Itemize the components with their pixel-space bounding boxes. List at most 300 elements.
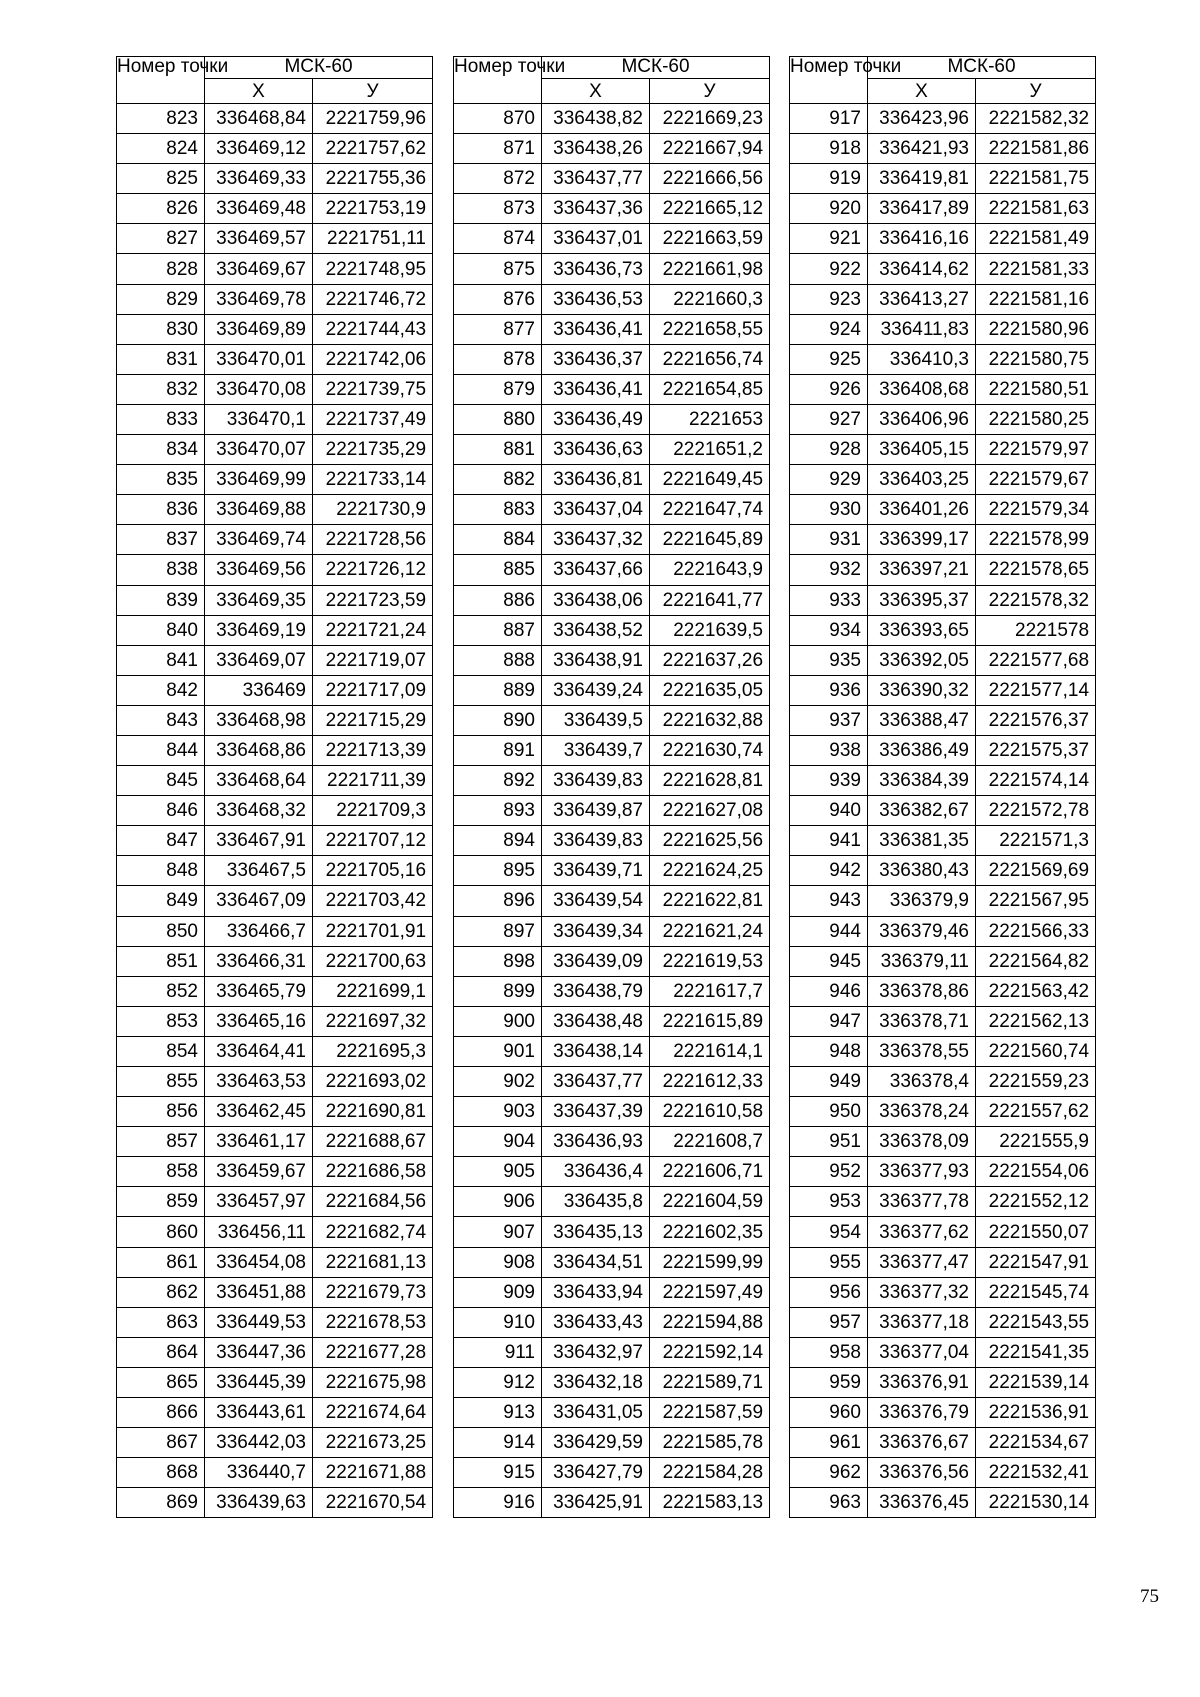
x-coordinate-cell: 336468,98 bbox=[205, 705, 313, 735]
y-coordinate-cell: 2221530,14 bbox=[976, 1488, 1096, 1518]
y-coordinate-cell: 2221615,89 bbox=[650, 1006, 770, 1036]
y-coordinate-cell: 2221619,53 bbox=[650, 946, 770, 976]
x-coordinate-cell: 336442,03 bbox=[205, 1428, 313, 1458]
y-coordinate-cell: 2221579,67 bbox=[976, 465, 1096, 495]
table-row bbox=[117, 1307, 433, 1337]
x-coordinate-cell: 336438,79 bbox=[542, 976, 650, 1006]
y-coordinate-cell: 2221695,3 bbox=[313, 1036, 433, 1066]
x-coordinate-cell: 336406,96 bbox=[868, 404, 976, 434]
y-coordinate-cell: 2221536,91 bbox=[976, 1398, 1096, 1428]
table-row bbox=[117, 344, 433, 374]
point-number-cell: 950 bbox=[790, 1097, 868, 1127]
table-row bbox=[454, 344, 770, 374]
page-number: 75 bbox=[1140, 1586, 1159, 1607]
point-number-cell: 928 bbox=[790, 435, 868, 465]
x-coordinate-cell: 336392,05 bbox=[868, 645, 976, 675]
point-number-cell: 945 bbox=[790, 946, 868, 976]
point-number-cell: 948 bbox=[790, 1036, 868, 1066]
y-coordinate-cell: 2221684,56 bbox=[313, 1187, 433, 1217]
y-coordinate-cell: 2221541,35 bbox=[976, 1337, 1096, 1367]
coordinate-table-2 bbox=[453, 56, 770, 1518]
x-coordinate-cell: 336379,11 bbox=[868, 946, 976, 976]
y-coordinate-cell: 2221557,62 bbox=[976, 1097, 1096, 1127]
table-row bbox=[790, 1428, 1096, 1458]
table-row bbox=[454, 1488, 770, 1518]
table-row bbox=[117, 615, 433, 645]
x-coordinate-cell: 336410,3 bbox=[868, 344, 976, 374]
point-number-cell: 894 bbox=[454, 826, 542, 856]
x-coordinate-cell: 336376,45 bbox=[868, 1488, 976, 1518]
x-coordinate-cell: 336461,17 bbox=[205, 1127, 313, 1157]
point-number-cell: 941 bbox=[790, 826, 868, 856]
point-number-cell: 879 bbox=[454, 374, 542, 404]
y-coordinate-cell: 2221628,81 bbox=[650, 766, 770, 796]
x-coordinate-cell: 336380,43 bbox=[868, 856, 976, 886]
x-coordinate-cell: 336377,47 bbox=[868, 1247, 976, 1277]
y-coordinate-cell: 2221608,7 bbox=[650, 1127, 770, 1157]
x-coordinate-cell: 336469,89 bbox=[205, 314, 313, 344]
table-row bbox=[790, 1036, 1096, 1066]
point-number-cell: 862 bbox=[117, 1277, 205, 1307]
table-row bbox=[454, 525, 770, 555]
x-coordinate-cell: 336437,32 bbox=[542, 525, 650, 555]
x-coordinate-cell: 336469,67 bbox=[205, 254, 313, 284]
x-coordinate-cell: 336462,45 bbox=[205, 1097, 313, 1127]
table-row bbox=[790, 1127, 1096, 1157]
table-row bbox=[117, 1247, 433, 1277]
point-number-cell: 857 bbox=[117, 1127, 205, 1157]
table-row bbox=[790, 1398, 1096, 1428]
point-number-cell: 874 bbox=[454, 224, 542, 254]
x-coordinate-cell: 336437,04 bbox=[542, 495, 650, 525]
point-number-cell: 910 bbox=[454, 1307, 542, 1337]
point-number-cell: 852 bbox=[117, 976, 205, 1006]
x-coordinate-cell: 336469,57 bbox=[205, 224, 313, 254]
point-number-cell: 888 bbox=[454, 645, 542, 675]
header-point-number: Номер точки bbox=[117, 57, 205, 104]
y-coordinate-cell: 2221641,77 bbox=[650, 585, 770, 615]
x-coordinate-cell: 336467,09 bbox=[205, 886, 313, 916]
y-coordinate-cell: 2221587,59 bbox=[650, 1398, 770, 1428]
table-row bbox=[454, 1097, 770, 1127]
y-coordinate-cell: 2221665,12 bbox=[650, 194, 770, 224]
x-coordinate-cell: 336376,56 bbox=[868, 1458, 976, 1488]
x-coordinate-cell: 336437,66 bbox=[542, 555, 650, 585]
y-coordinate-cell: 2221555,9 bbox=[976, 1127, 1096, 1157]
x-coordinate-cell: 336469,99 bbox=[205, 465, 313, 495]
y-coordinate-cell: 2221584,28 bbox=[650, 1458, 770, 1488]
x-coordinate-cell: 336427,79 bbox=[542, 1458, 650, 1488]
y-coordinate-cell: 2221737,49 bbox=[313, 404, 433, 434]
y-coordinate-cell: 2221547,91 bbox=[976, 1247, 1096, 1277]
point-number-cell: 931 bbox=[790, 525, 868, 555]
table-row bbox=[790, 1067, 1096, 1097]
point-number-cell: 922 bbox=[790, 254, 868, 284]
table-row bbox=[790, 976, 1096, 1006]
point-number-cell: 835 bbox=[117, 465, 205, 495]
y-coordinate-cell: 2221575,37 bbox=[976, 735, 1096, 765]
x-coordinate-cell: 336379,9 bbox=[868, 886, 976, 916]
table-row bbox=[117, 585, 433, 615]
x-coordinate-cell: 336439,63 bbox=[205, 1488, 313, 1518]
y-coordinate-cell: 2221574,14 bbox=[976, 766, 1096, 796]
x-coordinate-cell: 336436,63 bbox=[542, 435, 650, 465]
x-coordinate-cell: 336469,12 bbox=[205, 134, 313, 164]
point-number-cell: 872 bbox=[454, 164, 542, 194]
point-number-cell: 853 bbox=[117, 1006, 205, 1036]
y-coordinate-cell: 2221554,06 bbox=[976, 1157, 1096, 1187]
table-row bbox=[454, 1036, 770, 1066]
point-number-cell: 936 bbox=[790, 675, 868, 705]
y-coordinate-cell: 2221622,81 bbox=[650, 886, 770, 916]
point-number-cell: 955 bbox=[790, 1247, 868, 1277]
x-coordinate-cell: 336465,16 bbox=[205, 1006, 313, 1036]
point-number-cell: 924 bbox=[790, 314, 868, 344]
table-row bbox=[454, 856, 770, 886]
table-row bbox=[454, 976, 770, 1006]
x-coordinate-cell: 336386,49 bbox=[868, 735, 976, 765]
y-coordinate-cell: 2221690,81 bbox=[313, 1097, 433, 1127]
x-coordinate-cell: 336438,48 bbox=[542, 1006, 650, 1036]
point-number-cell: 947 bbox=[790, 1006, 868, 1036]
x-coordinate-cell: 336395,37 bbox=[868, 585, 976, 615]
point-number-cell: 882 bbox=[454, 465, 542, 495]
x-coordinate-cell: 336469,33 bbox=[205, 164, 313, 194]
table-row bbox=[117, 826, 433, 856]
table-row bbox=[790, 1277, 1096, 1307]
x-coordinate-cell: 336431,05 bbox=[542, 1398, 650, 1428]
y-coordinate-cell: 2221572,78 bbox=[976, 796, 1096, 826]
point-number-cell: 903 bbox=[454, 1097, 542, 1127]
table-row bbox=[790, 224, 1096, 254]
x-coordinate-cell: 336377,62 bbox=[868, 1217, 976, 1247]
table-row bbox=[454, 585, 770, 615]
table-row bbox=[790, 856, 1096, 886]
table-row bbox=[790, 615, 1096, 645]
table-row bbox=[117, 164, 433, 194]
y-coordinate-cell: 2221578,65 bbox=[976, 555, 1096, 585]
x-coordinate-cell: 336469,48 bbox=[205, 194, 313, 224]
y-coordinate-cell: 2221728,56 bbox=[313, 525, 433, 555]
x-coordinate-cell: 336439,87 bbox=[542, 796, 650, 826]
point-number-cell: 865 bbox=[117, 1367, 205, 1397]
x-coordinate-cell: 336439,5 bbox=[542, 705, 650, 735]
y-coordinate-cell: 2221559,23 bbox=[976, 1067, 1096, 1097]
y-coordinate-cell: 2221594,88 bbox=[650, 1307, 770, 1337]
y-coordinate-cell: 2221647,74 bbox=[650, 495, 770, 525]
table-row bbox=[117, 735, 433, 765]
table-row bbox=[790, 735, 1096, 765]
x-coordinate-cell: 336437,39 bbox=[542, 1097, 650, 1127]
table-row bbox=[790, 826, 1096, 856]
x-coordinate-cell: 336439,09 bbox=[542, 946, 650, 976]
x-coordinate-cell: 336436,41 bbox=[542, 374, 650, 404]
y-coordinate-cell: 2221667,94 bbox=[650, 134, 770, 164]
y-coordinate-cell: 2221723,59 bbox=[313, 585, 433, 615]
x-coordinate-cell: 336378,86 bbox=[868, 976, 976, 1006]
y-coordinate-cell: 2221543,55 bbox=[976, 1307, 1096, 1337]
y-coordinate-cell: 2221688,67 bbox=[313, 1127, 433, 1157]
x-coordinate-cell: 336384,39 bbox=[868, 766, 976, 796]
x-coordinate-cell: 336413,27 bbox=[868, 284, 976, 314]
point-number-cell: 927 bbox=[790, 404, 868, 434]
x-coordinate-cell: 336469,88 bbox=[205, 495, 313, 525]
y-coordinate-cell: 2221562,13 bbox=[976, 1006, 1096, 1036]
x-coordinate-cell: 336436,49 bbox=[542, 404, 650, 434]
point-number-cell: 956 bbox=[790, 1277, 868, 1307]
x-coordinate-cell: 336439,71 bbox=[542, 856, 650, 886]
table-row bbox=[454, 1217, 770, 1247]
point-number-cell: 823 bbox=[117, 104, 205, 134]
table-row bbox=[117, 284, 433, 314]
table-row bbox=[454, 495, 770, 525]
point-number-cell: 876 bbox=[454, 284, 542, 314]
point-number-cell: 829 bbox=[117, 284, 205, 314]
table-row bbox=[454, 826, 770, 856]
point-number-cell: 925 bbox=[790, 344, 868, 374]
y-coordinate-cell: 2221755,36 bbox=[313, 164, 433, 194]
y-coordinate-cell: 2221582,32 bbox=[976, 104, 1096, 134]
y-coordinate-cell: 2221552,12 bbox=[976, 1187, 1096, 1217]
point-number-cell: 841 bbox=[117, 645, 205, 675]
point-number-cell: 878 bbox=[454, 344, 542, 374]
y-coordinate-cell: 2221658,55 bbox=[650, 314, 770, 344]
table-row bbox=[454, 284, 770, 314]
point-number-cell: 926 bbox=[790, 374, 868, 404]
table-row bbox=[790, 1367, 1096, 1397]
x-coordinate-cell: 336469,56 bbox=[205, 555, 313, 585]
point-number-cell: 838 bbox=[117, 555, 205, 585]
x-coordinate-cell: 336438,91 bbox=[542, 645, 650, 675]
y-coordinate-cell: 2221748,95 bbox=[313, 254, 433, 284]
x-coordinate-cell: 336465,79 bbox=[205, 976, 313, 1006]
point-number-cell: 919 bbox=[790, 164, 868, 194]
table-row bbox=[790, 1157, 1096, 1187]
x-coordinate-cell: 336378,24 bbox=[868, 1097, 976, 1127]
header-point-number: Номер точки bbox=[790, 57, 868, 104]
y-coordinate-cell: 2221759,96 bbox=[313, 104, 433, 134]
x-coordinate-cell: 336449,53 bbox=[205, 1307, 313, 1337]
table-row bbox=[454, 1337, 770, 1367]
table-row bbox=[454, 796, 770, 826]
table-row bbox=[117, 1157, 433, 1187]
table-row bbox=[117, 1458, 433, 1488]
point-number-cell: 861 bbox=[117, 1247, 205, 1277]
x-coordinate-cell: 336434,51 bbox=[542, 1247, 650, 1277]
table-row bbox=[117, 1067, 433, 1097]
y-coordinate-cell: 2221654,85 bbox=[650, 374, 770, 404]
y-coordinate-cell: 2221656,74 bbox=[650, 344, 770, 374]
y-coordinate-cell: 2221581,49 bbox=[976, 224, 1096, 254]
y-coordinate-cell: 2221726,12 bbox=[313, 555, 433, 585]
point-number-cell: 908 bbox=[454, 1247, 542, 1277]
point-number-cell: 880 bbox=[454, 404, 542, 434]
table-row bbox=[454, 916, 770, 946]
point-number-cell: 851 bbox=[117, 946, 205, 976]
table-body bbox=[117, 104, 433, 1518]
y-coordinate-cell: 2221580,25 bbox=[976, 404, 1096, 434]
y-coordinate-cell: 2221705,16 bbox=[313, 856, 433, 886]
x-coordinate-cell: 336378,71 bbox=[868, 1006, 976, 1036]
y-coordinate-cell: 2221627,08 bbox=[650, 796, 770, 826]
x-coordinate-cell: 336439,34 bbox=[542, 916, 650, 946]
table-row bbox=[454, 946, 770, 976]
table-row bbox=[117, 1006, 433, 1036]
header-y: У bbox=[313, 79, 433, 104]
x-coordinate-cell: 336468,84 bbox=[205, 104, 313, 134]
y-coordinate-cell: 2221563,42 bbox=[976, 976, 1096, 1006]
y-coordinate-cell: 2221717,09 bbox=[313, 675, 433, 705]
y-coordinate-cell: 2221645,89 bbox=[650, 525, 770, 555]
point-number-cell: 826 bbox=[117, 194, 205, 224]
x-coordinate-cell: 336405,15 bbox=[868, 435, 976, 465]
point-number-cell: 890 bbox=[454, 705, 542, 735]
x-coordinate-cell: 336470,07 bbox=[205, 435, 313, 465]
x-coordinate-cell: 336399,17 bbox=[868, 525, 976, 555]
y-coordinate-cell: 2221721,24 bbox=[313, 615, 433, 645]
table-row bbox=[454, 134, 770, 164]
y-coordinate-cell: 2221585,78 bbox=[650, 1428, 770, 1458]
x-coordinate-cell: 336438,82 bbox=[542, 104, 650, 134]
point-number-cell: 839 bbox=[117, 585, 205, 615]
table-row bbox=[117, 104, 433, 134]
x-coordinate-cell: 336419,81 bbox=[868, 164, 976, 194]
y-coordinate-cell: 2221576,37 bbox=[976, 705, 1096, 735]
y-coordinate-cell: 2221643,9 bbox=[650, 555, 770, 585]
table-row bbox=[790, 766, 1096, 796]
point-number-cell: 827 bbox=[117, 224, 205, 254]
x-coordinate-cell: 336436,73 bbox=[542, 254, 650, 284]
y-coordinate-cell: 2221675,98 bbox=[313, 1367, 433, 1397]
point-number-cell: 871 bbox=[454, 134, 542, 164]
point-number-cell: 921 bbox=[790, 224, 868, 254]
y-coordinate-cell: 2221592,14 bbox=[650, 1337, 770, 1367]
x-coordinate-cell: 336463,53 bbox=[205, 1067, 313, 1097]
y-coordinate-cell: 2221581,16 bbox=[976, 284, 1096, 314]
point-number-cell: 923 bbox=[790, 284, 868, 314]
y-coordinate-cell: 2221739,75 bbox=[313, 374, 433, 404]
x-coordinate-cell: 336379,46 bbox=[868, 916, 976, 946]
table-row bbox=[117, 1367, 433, 1397]
x-coordinate-cell: 336388,47 bbox=[868, 705, 976, 735]
point-number-cell: 946 bbox=[790, 976, 868, 1006]
table-row bbox=[454, 705, 770, 735]
x-coordinate-cell: 336447,36 bbox=[205, 1337, 313, 1367]
point-number-cell: 896 bbox=[454, 886, 542, 916]
table-row bbox=[790, 675, 1096, 705]
y-coordinate-cell: 2221579,97 bbox=[976, 435, 1096, 465]
table-row bbox=[117, 766, 433, 796]
point-number-cell: 834 bbox=[117, 435, 205, 465]
table-row bbox=[454, 435, 770, 465]
point-number-cell: 933 bbox=[790, 585, 868, 615]
table-row bbox=[117, 1217, 433, 1247]
y-coordinate-cell: 2221661,98 bbox=[650, 254, 770, 284]
y-coordinate-cell: 2221709,3 bbox=[313, 796, 433, 826]
point-number-cell: 868 bbox=[117, 1458, 205, 1488]
y-coordinate-cell: 2221707,12 bbox=[313, 826, 433, 856]
point-number-cell: 881 bbox=[454, 435, 542, 465]
table-row bbox=[790, 1337, 1096, 1367]
point-number-cell: 920 bbox=[790, 194, 868, 224]
point-number-cell: 944 bbox=[790, 916, 868, 946]
y-coordinate-cell: 2221699,1 bbox=[313, 976, 433, 1006]
point-number-cell: 943 bbox=[790, 886, 868, 916]
x-coordinate-cell: 336437,77 bbox=[542, 1067, 650, 1097]
table-row bbox=[117, 1398, 433, 1428]
point-number-cell: 846 bbox=[117, 796, 205, 826]
x-coordinate-cell: 336469,35 bbox=[205, 585, 313, 615]
x-coordinate-cell: 336439,24 bbox=[542, 675, 650, 705]
point-number-cell: 831 bbox=[117, 344, 205, 374]
y-coordinate-cell: 2221701,91 bbox=[313, 916, 433, 946]
x-coordinate-cell: 336376,79 bbox=[868, 1398, 976, 1428]
point-number-cell: 877 bbox=[454, 314, 542, 344]
point-number-cell: 935 bbox=[790, 645, 868, 675]
x-coordinate-cell: 336432,18 bbox=[542, 1367, 650, 1397]
point-number-cell: 902 bbox=[454, 1067, 542, 1097]
point-number-cell: 949 bbox=[790, 1067, 868, 1097]
table-row bbox=[790, 194, 1096, 224]
point-number-cell: 907 bbox=[454, 1217, 542, 1247]
table-row bbox=[117, 1277, 433, 1307]
header-coordinate-system: МСК-60 bbox=[205, 57, 433, 79]
point-number-cell: 845 bbox=[117, 766, 205, 796]
point-number-cell: 937 bbox=[790, 705, 868, 735]
x-coordinate-cell: 336470,01 bbox=[205, 344, 313, 374]
x-coordinate-cell: 336468,32 bbox=[205, 796, 313, 826]
y-coordinate-cell: 2221602,35 bbox=[650, 1217, 770, 1247]
x-coordinate-cell: 336436,4 bbox=[542, 1157, 650, 1187]
point-number-cell: 873 bbox=[454, 194, 542, 224]
y-coordinate-cell: 2221744,43 bbox=[313, 314, 433, 344]
point-number-cell: 869 bbox=[117, 1488, 205, 1518]
y-coordinate-cell: 2221639,5 bbox=[650, 615, 770, 645]
x-coordinate-cell: 336456,11 bbox=[205, 1217, 313, 1247]
table-row bbox=[790, 465, 1096, 495]
table-row bbox=[454, 164, 770, 194]
table-row bbox=[117, 856, 433, 886]
x-coordinate-cell: 336451,88 bbox=[205, 1277, 313, 1307]
point-number-cell: 883 bbox=[454, 495, 542, 525]
table-row bbox=[117, 194, 433, 224]
y-coordinate-cell: 2221560,74 bbox=[976, 1036, 1096, 1066]
y-coordinate-cell: 2221567,95 bbox=[976, 886, 1096, 916]
table-row bbox=[454, 735, 770, 765]
table-row bbox=[454, 615, 770, 645]
y-coordinate-cell: 2221681,13 bbox=[313, 1247, 433, 1277]
table-row bbox=[790, 916, 1096, 946]
x-coordinate-cell: 336376,91 bbox=[868, 1367, 976, 1397]
x-coordinate-cell: 336439,54 bbox=[542, 886, 650, 916]
x-coordinate-cell: 336378,09 bbox=[868, 1127, 976, 1157]
y-coordinate-cell: 2221697,32 bbox=[313, 1006, 433, 1036]
y-coordinate-cell: 2221577,68 bbox=[976, 645, 1096, 675]
x-coordinate-cell: 336377,93 bbox=[868, 1157, 976, 1187]
point-number-cell: 957 bbox=[790, 1307, 868, 1337]
y-coordinate-cell: 2221571,3 bbox=[976, 826, 1096, 856]
table-row bbox=[117, 705, 433, 735]
y-coordinate-cell: 2221581,86 bbox=[976, 134, 1096, 164]
y-coordinate-cell: 2221719,07 bbox=[313, 645, 433, 675]
point-number-cell: 900 bbox=[454, 1006, 542, 1036]
x-coordinate-cell: 336437,77 bbox=[542, 164, 650, 194]
point-number-cell: 899 bbox=[454, 976, 542, 1006]
table-row bbox=[117, 1428, 433, 1458]
y-coordinate-cell: 2221564,82 bbox=[976, 946, 1096, 976]
y-coordinate-cell: 2221578 bbox=[976, 615, 1096, 645]
y-coordinate-cell: 2221693,02 bbox=[313, 1067, 433, 1097]
